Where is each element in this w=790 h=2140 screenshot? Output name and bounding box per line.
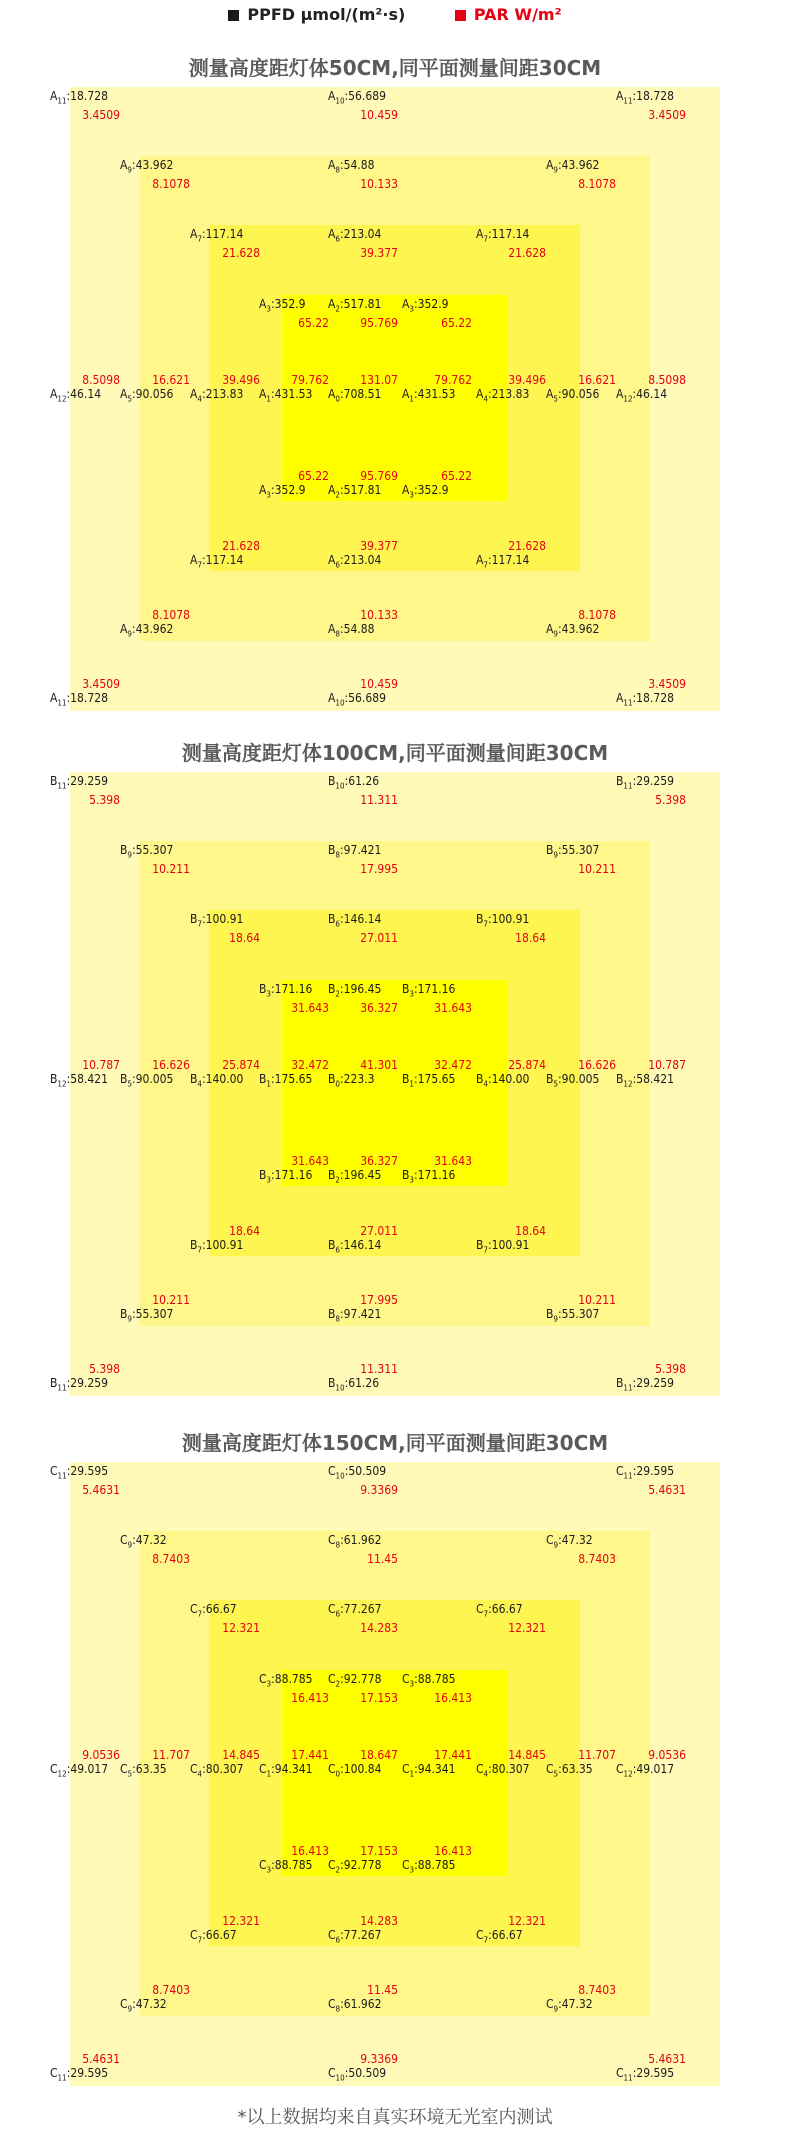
ppfd-value: $A_5:90.056$ xyxy=(120,387,174,404)
par-value: 16.413 xyxy=(434,1844,472,1858)
ppfd-value: $B_4:140.00$ xyxy=(190,1072,244,1089)
par-value: 16.413 xyxy=(291,1844,329,1858)
data-label xyxy=(616,1362,712,1395)
par-value: 32.472 xyxy=(434,1058,472,1072)
ppfd-value: $B_7:100.91$ xyxy=(476,1238,530,1255)
par-value: 17.153 xyxy=(360,1844,398,1858)
data-label xyxy=(190,227,286,260)
ppfd-value: $A_9:43.962$ xyxy=(120,158,174,175)
par-value: 10.133 xyxy=(360,177,398,192)
ppfd-value: $A_9:43.962$ xyxy=(546,622,600,639)
ppfd-value: $A_3:352.9$ xyxy=(259,297,306,314)
ppfd-value: $B_8:97.421$ xyxy=(328,843,382,860)
par-value: 18.647 xyxy=(360,1748,398,1762)
par-value: 39.377 xyxy=(360,246,398,261)
ppfd-value: $A_7:117.14$ xyxy=(476,553,530,570)
data-label xyxy=(546,608,642,641)
ppfd-value: $B_1:175.65$ xyxy=(259,1072,313,1089)
par-value: 5.398 xyxy=(89,1362,120,1376)
footer-note: *以上数据均来自真实环境无光室内测试 xyxy=(237,2107,553,2128)
data-label xyxy=(190,1602,286,1635)
ppfd-value: $A_{12}:46.14$ xyxy=(616,387,668,404)
ppfd-value: $A_{10}:56.689$ xyxy=(328,89,386,106)
data-label xyxy=(120,1533,216,1566)
data-label xyxy=(328,1602,424,1635)
data-label xyxy=(328,1533,424,1566)
par-value: 18.64 xyxy=(515,931,546,946)
ppfd-value: $C_3:88.785$ xyxy=(402,1672,456,1689)
par-value: 17.995 xyxy=(360,862,398,877)
par-value: 65.22 xyxy=(298,469,329,483)
par-value: 31.643 xyxy=(291,1001,329,1016)
ppfd-value: $C_5:63.35$ xyxy=(120,1762,167,1779)
data-label xyxy=(328,1293,424,1326)
ppfd-value: $C_{11}:29.595$ xyxy=(50,2066,109,2083)
par-value: 39.496 xyxy=(508,373,546,387)
par-value: 95.769 xyxy=(360,469,398,483)
par-value: 10.459 xyxy=(360,108,398,123)
par-value: 12.321 xyxy=(508,1914,546,1928)
ppfd-swatch-icon xyxy=(228,10,239,21)
par-value: 11.707 xyxy=(152,1748,190,1762)
ppfd-value: $C_8:61.962$ xyxy=(328,1533,382,1550)
ppfd-value: $C_{11}:29.595$ xyxy=(616,1464,675,1481)
par-value: 10.211 xyxy=(578,862,616,877)
par-value: 65.22 xyxy=(298,316,329,331)
ppfd-value: $B_1:175.65$ xyxy=(402,1072,456,1089)
data-label xyxy=(402,1154,498,1187)
panel-title-50cm: 测量高度距灯体50CM,同平面测量间距30CM xyxy=(188,56,602,80)
data-label xyxy=(616,1058,712,1091)
data-label xyxy=(328,2052,424,2085)
par-value: 16.626 xyxy=(152,1058,190,1072)
par-value: 16.413 xyxy=(434,1691,472,1706)
par-value: 95.769 xyxy=(360,316,398,331)
panel-title-150cm: 测量高度距灯体150CM,同平面测量间距30CM xyxy=(181,1431,609,1455)
ppfd-value: $A_9:43.962$ xyxy=(546,158,600,175)
data-label xyxy=(616,1464,712,1497)
data-label xyxy=(120,608,216,641)
ppfd-value: $C_0:100.84$ xyxy=(328,1762,382,1779)
par-value: 9.0536 xyxy=(82,1748,120,1762)
ppfd-value: $A_7:117.14$ xyxy=(476,227,530,244)
data-label xyxy=(328,774,424,807)
ppfd-value: $C_9:47.32$ xyxy=(546,1997,593,2014)
par-value: 8.1078 xyxy=(152,177,190,192)
par-value: 16.626 xyxy=(578,1058,616,1072)
par-value: 12.321 xyxy=(508,1621,546,1636)
ppfd-value: $B_{11}:29.259$ xyxy=(50,1376,108,1393)
ppfd-value: $A_3:352.9$ xyxy=(259,483,306,500)
ppfd-value: $A_9:43.962$ xyxy=(120,622,174,639)
ppfd-value: $B_7:100.91$ xyxy=(190,912,244,929)
ppfd-value: $C_9:47.32$ xyxy=(546,1533,593,1550)
data-label xyxy=(190,1224,286,1257)
data-label xyxy=(476,912,572,945)
ppfd-value: $A_7:117.14$ xyxy=(190,553,244,570)
par-value: 12.321 xyxy=(222,1621,260,1636)
ppfd-value: $B_9:55.307$ xyxy=(120,1307,174,1324)
data-label xyxy=(402,297,498,330)
ppfd-value: $C_1:94.341$ xyxy=(259,1762,313,1779)
ppfd-value: $C_7:66.67$ xyxy=(476,1602,523,1619)
par-value: 11.45 xyxy=(367,1552,398,1567)
par-value: 8.7403 xyxy=(578,1983,616,1997)
par-value: 5.4631 xyxy=(82,2052,120,2066)
par-value: 31.643 xyxy=(434,1154,472,1168)
par-value: 3.4509 xyxy=(82,677,120,691)
par-value: 18.64 xyxy=(515,1224,546,1238)
par-value: 5.4631 xyxy=(648,1483,686,1498)
data-label xyxy=(50,2052,146,2085)
data-label xyxy=(120,158,216,191)
par-value: 9.3369 xyxy=(360,2052,398,2066)
par-value: 3.4509 xyxy=(648,108,686,123)
data-label xyxy=(476,227,572,260)
data-label xyxy=(328,89,424,122)
ppfd-value: $B_3:171.16$ xyxy=(402,982,456,999)
par-value: 17.441 xyxy=(434,1748,472,1762)
ppfd-value: $B_2:196.45$ xyxy=(328,1168,382,1185)
data-label xyxy=(50,1362,146,1395)
par-value: 11.45 xyxy=(367,1983,398,1997)
par-value: 17.995 xyxy=(360,1293,398,1307)
data-label xyxy=(328,1224,424,1257)
legend-ppfd-label: PPFD μmol/(m²·s) xyxy=(247,5,406,24)
data-label xyxy=(328,1464,424,1497)
par-value: 5.398 xyxy=(89,793,120,808)
data-label xyxy=(328,912,424,945)
par-value: 12.321 xyxy=(222,1914,260,1928)
ppfd-value: $C_9:47.32$ xyxy=(120,1533,167,1550)
panel-title-100cm: 测量高度距灯体100CM,同平面测量间距30CM xyxy=(181,741,609,765)
par-value: 3.4509 xyxy=(82,108,120,123)
ppfd-value: $A_2:517.81$ xyxy=(328,483,382,500)
par-value: 8.7403 xyxy=(152,1552,190,1567)
par-value: 27.011 xyxy=(360,1224,398,1238)
par-value: 11.311 xyxy=(360,1362,398,1376)
par-value: 21.628 xyxy=(508,539,546,553)
par-value: 9.0536 xyxy=(648,1748,686,1762)
par-value: 5.398 xyxy=(655,793,686,808)
data-label xyxy=(402,982,498,1015)
par-value: 10.211 xyxy=(152,1293,190,1307)
ppfd-value: $A_1:431.53$ xyxy=(259,387,313,404)
par-value: 65.22 xyxy=(441,316,472,331)
ppfd-value: $B_9:55.307$ xyxy=(546,1307,600,1324)
ppfd-value: $A_8:54.88$ xyxy=(328,158,375,175)
par-value: 17.441 xyxy=(291,1748,329,1762)
ppfd-value: $A_3:352.9$ xyxy=(402,297,449,314)
ppfd-value: $B_9:55.307$ xyxy=(120,843,174,860)
ppfd-value: $C_6:77.267$ xyxy=(328,1928,382,1945)
data-label xyxy=(120,843,216,876)
data-label xyxy=(328,608,424,641)
ppfd-value: $C_4:80.307$ xyxy=(476,1762,530,1779)
par-value: 16.413 xyxy=(291,1691,329,1706)
par-value: 8.7403 xyxy=(578,1552,616,1567)
data-label xyxy=(50,1464,146,1497)
par-value: 8.5098 xyxy=(82,373,120,387)
data-label xyxy=(328,227,424,260)
data-label xyxy=(328,677,424,710)
par-value: 11.707 xyxy=(578,1748,616,1762)
data-label xyxy=(546,1533,642,1566)
data-label xyxy=(546,1293,642,1326)
data-label xyxy=(402,1672,498,1705)
par-value: 10.787 xyxy=(82,1058,120,1072)
ppfd-value: $A_{11}:18.728$ xyxy=(616,89,674,106)
par-value: 32.472 xyxy=(291,1058,329,1072)
ppfd-value: $A_3:352.9$ xyxy=(402,483,449,500)
data-label xyxy=(616,2052,712,2085)
ppfd-value: $C_1:94.341$ xyxy=(402,1762,456,1779)
ppfd-value: $C_3:88.785$ xyxy=(259,1672,313,1689)
data-label xyxy=(402,1844,498,1877)
par-value: 16.621 xyxy=(578,373,616,387)
par-value: 14.845 xyxy=(222,1748,260,1762)
ppfd-value: $A_{11}:18.728$ xyxy=(50,691,108,708)
data-label xyxy=(476,1914,572,1947)
par-value: 8.7403 xyxy=(152,1983,190,1997)
data-label xyxy=(476,539,572,572)
par-value: 10.787 xyxy=(648,1058,686,1072)
ppfd-value: $A_2:517.81$ xyxy=(328,297,382,314)
ppfd-value: $C_3:88.785$ xyxy=(402,1858,456,1875)
ppfd-value: $A_6:213.04$ xyxy=(328,227,382,244)
ppfd-value: $C_{11}:29.595$ xyxy=(616,2066,675,2083)
data-label xyxy=(120,1293,216,1326)
ppfd-value: $C_{10}:50.509$ xyxy=(328,1464,387,1481)
ppfd-value: $B_2:196.45$ xyxy=(328,982,382,999)
ppfd-value: $B_3:171.16$ xyxy=(259,982,313,999)
par-value: 10.133 xyxy=(360,608,398,622)
par-value: 8.1078 xyxy=(578,177,616,192)
data-label xyxy=(476,1602,572,1635)
ppfd-value: $A_8:54.88$ xyxy=(328,622,375,639)
par-value: 39.496 xyxy=(222,373,260,387)
data-label xyxy=(328,539,424,572)
data-label xyxy=(616,774,712,807)
data-label xyxy=(50,774,146,807)
par-value: 41.301 xyxy=(360,1058,398,1072)
par-value: 131.07 xyxy=(360,373,398,387)
ppfd-value: $A_1:431.53$ xyxy=(402,387,456,404)
par-value: 31.643 xyxy=(291,1154,329,1168)
ppfd-value: $B_{10}:61.26$ xyxy=(328,1376,380,1393)
legend-ppfd xyxy=(228,5,405,24)
ppfd-value: $C_6:77.267$ xyxy=(328,1602,382,1619)
par-value: 14.283 xyxy=(360,1621,398,1636)
data-label xyxy=(190,539,286,572)
data-label xyxy=(546,843,642,876)
legend-par xyxy=(455,5,562,24)
par-value: 18.64 xyxy=(229,931,260,946)
data-label xyxy=(476,1224,572,1257)
data-label xyxy=(616,373,712,406)
data-label xyxy=(328,1914,424,1947)
par-value: 25.874 xyxy=(222,1058,260,1072)
ppfd-value: $B_{11}:29.259$ xyxy=(616,1376,674,1393)
par-value: 18.64 xyxy=(229,1224,260,1238)
par-value: 11.311 xyxy=(360,793,398,808)
ppfd-value: $C_7:66.67$ xyxy=(190,1928,237,1945)
par-value: 16.621 xyxy=(152,373,190,387)
par-swatch-icon xyxy=(455,10,466,21)
ppfd-value: $A_6:213.04$ xyxy=(328,553,382,570)
data-label xyxy=(328,1983,424,2016)
par-value: 79.762 xyxy=(434,373,472,387)
ppfd-value: $B_3:171.16$ xyxy=(402,1168,456,1185)
par-value: 21.628 xyxy=(222,246,260,261)
ppfd-value: $A_{12}:46.14$ xyxy=(50,387,102,404)
par-value: 36.327 xyxy=(360,1001,398,1016)
data-label xyxy=(50,677,146,710)
ppfd-value: $A_{11}:18.728$ xyxy=(50,89,108,106)
par-value: 3.4509 xyxy=(648,677,686,691)
ppfd-value: $B_{12}:58.421$ xyxy=(616,1072,674,1089)
ppfd-value: $C_{12}:49.017$ xyxy=(616,1762,675,1779)
ppfd-value: $C_5:63.35$ xyxy=(546,1762,593,1779)
par-value: 8.5098 xyxy=(648,373,686,387)
ppfd-value: $A_5:90.056$ xyxy=(546,387,600,404)
ppfd-value: $B_5:90.005$ xyxy=(120,1072,174,1089)
par-value: 36.327 xyxy=(360,1154,398,1168)
par-value: 10.211 xyxy=(152,862,190,877)
ppfd-value: $A_7:117.14$ xyxy=(190,227,244,244)
par-value: 65.22 xyxy=(441,469,472,483)
data-label xyxy=(328,843,424,876)
ppfd-value: $C_2:92.778$ xyxy=(328,1672,382,1689)
ppfd-value: $C_2:92.778$ xyxy=(328,1858,382,1875)
par-value: 14.283 xyxy=(360,1914,398,1928)
ppfd-value: $B_{10}:61.26$ xyxy=(328,774,380,791)
ppfd-value: $C_4:80.307$ xyxy=(190,1762,244,1779)
ppfd-value: $B_9:55.307$ xyxy=(546,843,600,860)
par-value: 31.643 xyxy=(434,1001,472,1016)
data-label xyxy=(546,1983,642,2016)
ppfd-value: $A_{11}:18.728$ xyxy=(616,691,674,708)
ppfd-value: $B_3:171.16$ xyxy=(259,1168,313,1185)
ppfd-value: $A_{10}:56.689$ xyxy=(328,691,386,708)
par-value: 21.628 xyxy=(508,246,546,261)
ppfd-value: $C_{12}:49.017$ xyxy=(50,1762,109,1779)
ppfd-value: $C_{10}:50.509$ xyxy=(328,2066,387,2083)
ppfd-value: $B_7:100.91$ xyxy=(476,912,530,929)
data-label xyxy=(120,1983,216,2016)
ppfd-value: $C_7:66.67$ xyxy=(190,1602,237,1619)
data-label xyxy=(616,1748,712,1781)
ppfd-value: $C_9:47.32$ xyxy=(120,1997,167,2014)
data-label xyxy=(328,1362,424,1395)
data-label xyxy=(616,89,712,122)
ppfd-value: $C_8:61.962$ xyxy=(328,1997,382,2014)
par-value: 39.377 xyxy=(360,539,398,553)
par-value: 27.011 xyxy=(360,931,398,946)
par-value: 25.874 xyxy=(508,1058,546,1072)
legend-par-label: PAR W/m² xyxy=(473,5,562,24)
par-value: 8.1078 xyxy=(578,608,616,622)
ppfd-value: $B_8:97.421$ xyxy=(328,1307,382,1324)
ppfd-value: $C_3:88.785$ xyxy=(259,1858,313,1875)
par-value: 5.4631 xyxy=(82,1483,120,1498)
ppfd-value: $A_0:708.51$ xyxy=(328,387,382,404)
par-value: 21.628 xyxy=(222,539,260,553)
ppfd-value: $B_{11}:29.259$ xyxy=(616,774,674,791)
ppfd-value: $B_{11}:29.259$ xyxy=(50,774,108,791)
data-label xyxy=(50,89,146,122)
ppfd-value: $B_7:100.91$ xyxy=(190,1238,244,1255)
ppfd-value: $C_{11}:29.595$ xyxy=(50,1464,109,1481)
par-value: 10.211 xyxy=(578,1293,616,1307)
par-value: 5.398 xyxy=(655,1362,686,1376)
ppfd-value: $B_6:146.14$ xyxy=(328,1238,382,1255)
par-value: 10.459 xyxy=(360,677,398,691)
par-value: 8.1078 xyxy=(152,608,190,622)
par-value: 17.153 xyxy=(360,1691,398,1706)
ppfd-value: $C_7:66.67$ xyxy=(476,1928,523,1945)
ppfd-value: $B_6:146.14$ xyxy=(328,912,382,929)
legend xyxy=(0,5,790,24)
par-value: 9.3369 xyxy=(360,1483,398,1498)
data-label xyxy=(328,158,424,191)
ppfd-value: $B_5:90.005$ xyxy=(546,1072,600,1089)
ppfd-value: $B_0:223.3$ xyxy=(328,1072,375,1089)
data-label xyxy=(190,912,286,945)
par-value: 5.4631 xyxy=(648,2052,686,2066)
ppfd-value: $A_4:213.83$ xyxy=(190,387,244,404)
par-value: 14.845 xyxy=(508,1748,546,1762)
data-label xyxy=(402,469,498,502)
ppfd-value: $B_{12}:58.421$ xyxy=(50,1072,108,1089)
data-label xyxy=(546,158,642,191)
ppfd-value: $B_4:140.00$ xyxy=(476,1072,530,1089)
data-label xyxy=(616,677,712,710)
par-value: 79.762 xyxy=(291,373,329,387)
data-label xyxy=(190,1914,286,1947)
ppfd-value: $A_4:213.83$ xyxy=(476,387,530,404)
